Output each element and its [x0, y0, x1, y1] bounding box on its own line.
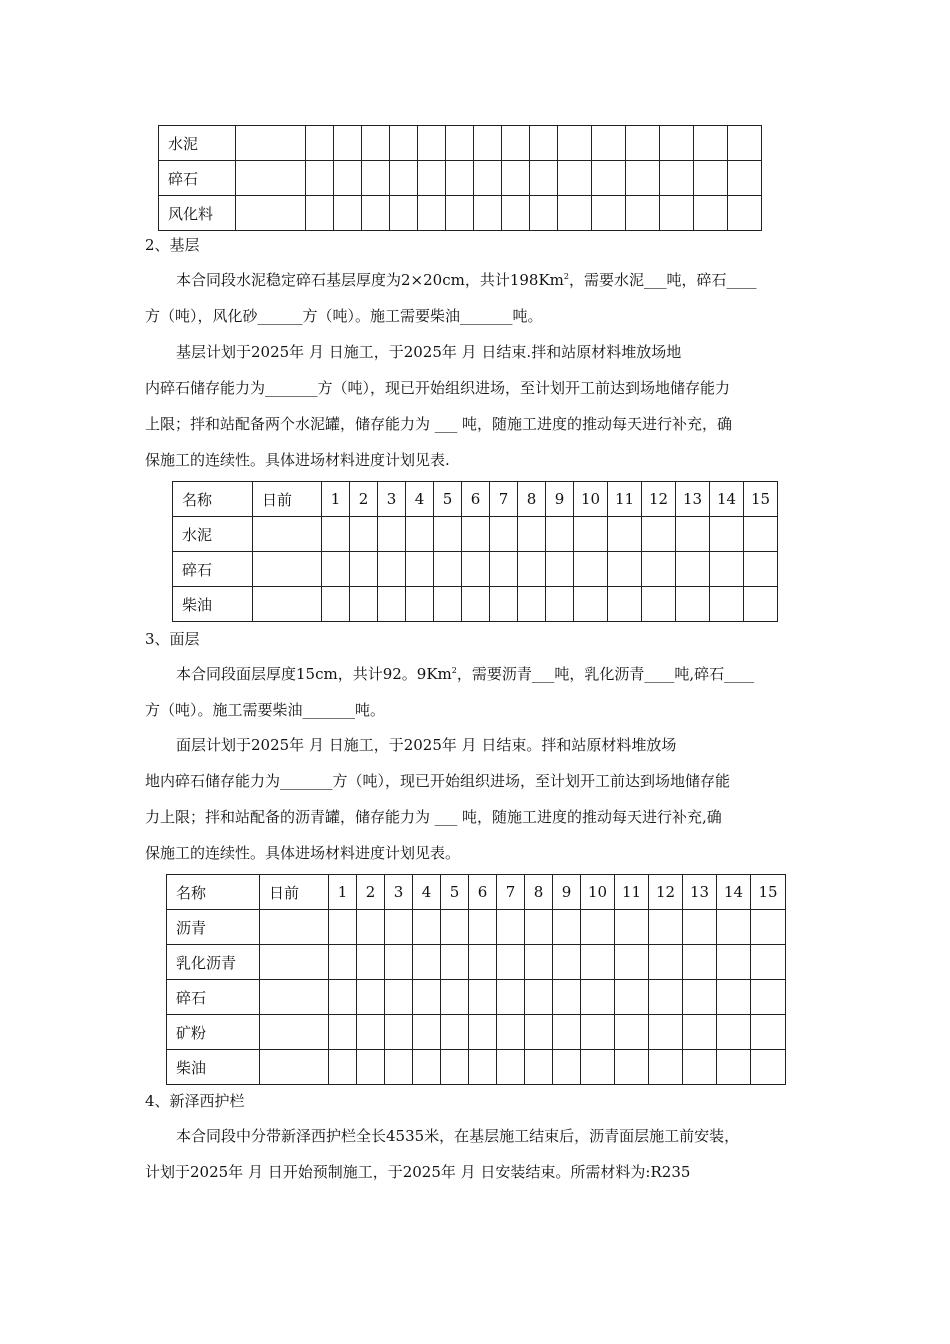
row-label: 风化料 [159, 196, 236, 231]
row-label: 柴油 [167, 1050, 260, 1085]
empty-cell [322, 517, 350, 552]
empty-cell [322, 587, 350, 622]
empty-cell [525, 1050, 553, 1085]
table-row [159, 161, 762, 196]
empty-cell [446, 196, 474, 231]
empty-cell [608, 517, 642, 552]
empty-cell [660, 196, 694, 231]
column-header: 2 [357, 875, 385, 910]
row-label: 碎石 [173, 552, 253, 587]
empty-cell [236, 126, 306, 161]
empty-cell [558, 196, 592, 231]
empty-cell [406, 517, 434, 552]
empty-cell [626, 196, 660, 231]
table-row [173, 517, 778, 552]
empty-cell [626, 161, 660, 196]
empty-cell [390, 161, 418, 196]
empty-cell [676, 552, 710, 587]
empty-cell [441, 1015, 469, 1050]
section-heading-base-layer: 2、基层 [145, 236, 200, 254]
column-header: 10 [574, 482, 608, 517]
column-header: 3 [385, 875, 413, 910]
empty-cell [683, 945, 717, 980]
superscript: 2 [451, 666, 457, 675]
empty-cell [418, 161, 446, 196]
empty-cell [236, 161, 306, 196]
column-header: 8 [525, 875, 553, 910]
empty-cell [649, 980, 683, 1015]
empty-cell [469, 1050, 497, 1085]
column-header: 9 [546, 482, 574, 517]
text-line: 内碎石储存能力为_______方（吨），现已开始组织进场，至计划开工前达到场地储存能力 [145, 379, 731, 397]
text-line: 地内碎石储存能力为_______方（吨），现已开始组织进场，至计划开工前达到场地储存能 [145, 772, 731, 790]
column-header: 名称 [167, 875, 260, 910]
empty-cell [525, 910, 553, 945]
text-line: 计划于2025年 月 日开始预制施工，于2025年 月 日安装结束。所需材料为:R235 [145, 1163, 691, 1181]
empty-cell [446, 161, 474, 196]
empty-cell [350, 517, 378, 552]
empty-cell [728, 126, 762, 161]
empty-cell [306, 196, 334, 231]
empty-cell [581, 910, 615, 945]
text-span: 本合同段水泥稳定碎石基层厚度为2×20cm，共计198Km [176, 271, 564, 289]
surface-layer-paragraph-1 [145, 656, 825, 728]
empty-cell [649, 1015, 683, 1050]
empty-cell [502, 161, 530, 196]
table-row [167, 945, 786, 980]
empty-cell [334, 126, 362, 161]
empty-cell [683, 1050, 717, 1085]
empty-cell [406, 552, 434, 587]
empty-cell [236, 196, 306, 231]
text-line: 本合同段中分带新泽西护栏全长4535米，在基层施工结束后，沥青面层施工前安装， [176, 1127, 740, 1145]
empty-cell [581, 1050, 615, 1085]
empty-cell [413, 980, 441, 1015]
empty-cell [592, 196, 626, 231]
empty-cell [649, 945, 683, 980]
empty-cell [385, 1050, 413, 1085]
empty-cell [260, 945, 329, 980]
empty-cell [649, 1050, 683, 1085]
empty-cell [581, 945, 615, 980]
empty-cell [608, 587, 642, 622]
empty-cell [490, 517, 518, 552]
empty-cell [253, 587, 322, 622]
empty-cell [717, 980, 751, 1015]
table-body [167, 875, 786, 1085]
empty-cell [717, 1015, 751, 1050]
empty-cell [558, 161, 592, 196]
row-label: 碎石 [159, 161, 236, 196]
empty-cell [546, 517, 574, 552]
empty-cell [497, 1015, 525, 1050]
table-body [159, 126, 762, 231]
empty-cell [441, 1050, 469, 1085]
empty-cell [462, 552, 490, 587]
column-header: 2 [350, 482, 378, 517]
empty-cell [413, 1050, 441, 1085]
empty-cell [751, 1050, 786, 1085]
column-header: 7 [490, 482, 518, 517]
empty-cell [469, 1015, 497, 1050]
empty-cell [751, 945, 786, 980]
empty-cell [469, 980, 497, 1015]
empty-cell [728, 161, 762, 196]
column-header: 14 [717, 875, 751, 910]
empty-cell [694, 196, 728, 231]
surface-layer-material-table [166, 874, 786, 1085]
empty-cell [502, 126, 530, 161]
column-header: 15 [751, 875, 786, 910]
empty-cell [434, 517, 462, 552]
column-header: 12 [642, 482, 676, 517]
empty-cell [525, 1015, 553, 1050]
empty-cell [642, 552, 676, 587]
text-line: 方（吨），风化砂______方（吨）。施工需要柴油_______吨。 [145, 307, 543, 325]
empty-cell [441, 945, 469, 980]
empty-cell [469, 910, 497, 945]
table-row [167, 980, 786, 1015]
column-header: 15 [744, 482, 778, 517]
column-header: 5 [441, 875, 469, 910]
empty-cell [490, 587, 518, 622]
table-row [167, 1050, 786, 1085]
empty-cell [710, 552, 744, 587]
superscript: 2 [563, 272, 569, 281]
empty-cell [329, 945, 357, 980]
empty-cell [329, 1050, 357, 1085]
text-span: ，需要水泥___吨，碎石____ [568, 271, 757, 289]
empty-cell [717, 910, 751, 945]
row-label: 水泥 [159, 126, 236, 161]
empty-cell [530, 126, 558, 161]
empty-cell [615, 1015, 649, 1050]
empty-cell [728, 196, 762, 231]
empty-cell [518, 587, 546, 622]
empty-cell [329, 910, 357, 945]
column-header: 6 [469, 875, 497, 910]
empty-cell [329, 980, 357, 1015]
empty-cell [329, 1015, 357, 1050]
row-label: 柴油 [173, 587, 253, 622]
empty-cell [574, 517, 608, 552]
empty-cell [357, 980, 385, 1015]
empty-cell [694, 126, 728, 161]
empty-cell [260, 1050, 329, 1085]
row-label: 矿粉 [167, 1015, 260, 1050]
empty-cell [518, 552, 546, 587]
empty-cell [322, 552, 350, 587]
empty-cell [649, 910, 683, 945]
empty-cell [334, 161, 362, 196]
empty-cell [615, 910, 649, 945]
empty-cell [385, 945, 413, 980]
empty-cell [253, 552, 322, 587]
empty-cell [306, 161, 334, 196]
empty-cell [717, 945, 751, 980]
empty-cell [660, 126, 694, 161]
empty-cell [350, 587, 378, 622]
row-label: 碎石 [167, 980, 260, 1015]
table-body [173, 482, 778, 622]
column-header: 13 [676, 482, 710, 517]
empty-cell [553, 1015, 581, 1050]
column-header: 7 [497, 875, 525, 910]
empty-cell [710, 517, 744, 552]
empty-cell [434, 587, 462, 622]
empty-cell [642, 587, 676, 622]
text-line: 面层计划于2025年 月 日施工，于2025年 月 日结束。拌和站原材料堆放场 [176, 736, 677, 754]
empty-cell [385, 980, 413, 1015]
empty-cell [418, 126, 446, 161]
empty-cell [744, 517, 778, 552]
material-table-continued [158, 125, 762, 231]
empty-cell [502, 196, 530, 231]
row-label: 沥青 [167, 910, 260, 945]
empty-cell [546, 587, 574, 622]
text-line [145, 262, 825, 298]
empty-cell [683, 980, 717, 1015]
empty-cell [694, 161, 728, 196]
empty-cell [362, 196, 390, 231]
empty-cell [608, 552, 642, 587]
empty-cell [413, 910, 441, 945]
table-row [173, 587, 778, 622]
column-header: 3 [378, 482, 406, 517]
empty-cell [615, 980, 649, 1015]
empty-cell [462, 587, 490, 622]
column-header: 11 [608, 482, 642, 517]
empty-cell [717, 1050, 751, 1085]
column-header: 日前 [260, 875, 329, 910]
empty-cell [334, 196, 362, 231]
empty-cell [574, 552, 608, 587]
empty-cell [462, 517, 490, 552]
table-header-row [173, 482, 778, 517]
empty-cell [260, 1015, 329, 1050]
empty-cell [260, 910, 329, 945]
empty-cell [413, 1015, 441, 1050]
empty-cell [626, 126, 660, 161]
empty-cell [418, 196, 446, 231]
empty-cell [553, 980, 581, 1015]
base-layer-material-table [172, 481, 778, 622]
row-label: 乳化沥青 [167, 945, 260, 980]
base-layer-paragraph-1 [145, 262, 825, 334]
base-layer-paragraph-2 [145, 334, 825, 478]
empty-cell [581, 980, 615, 1015]
empty-cell [378, 587, 406, 622]
empty-cell [751, 980, 786, 1015]
column-header: 12 [649, 875, 683, 910]
empty-cell [474, 126, 502, 161]
empty-cell [260, 980, 329, 1015]
empty-cell [660, 161, 694, 196]
column-header: 日前 [253, 482, 322, 517]
text-line: 保施工的连续性。具体进场材料进度计划见表. [145, 451, 450, 469]
empty-cell [518, 517, 546, 552]
jersey-barrier-paragraph [145, 1118, 825, 1190]
empty-cell [642, 517, 676, 552]
empty-cell [530, 196, 558, 231]
empty-cell [306, 126, 334, 161]
empty-cell [490, 552, 518, 587]
empty-cell [553, 945, 581, 980]
empty-cell [406, 587, 434, 622]
empty-cell [751, 910, 786, 945]
table-row [173, 552, 778, 587]
empty-cell [744, 587, 778, 622]
text-span: ，需要沥青___吨，乳化沥青____吨,碎石____ [456, 665, 755, 683]
column-header: 11 [615, 875, 649, 910]
empty-cell [615, 1050, 649, 1085]
empty-cell [615, 945, 649, 980]
empty-cell [390, 126, 418, 161]
empty-cell [525, 980, 553, 1015]
text-span: 本合同段面层厚度15cm，共计92。9Km [176, 665, 452, 683]
row-label: 水泥 [173, 517, 253, 552]
empty-cell [525, 945, 553, 980]
column-header: 13 [683, 875, 717, 910]
table-row [159, 196, 762, 231]
empty-cell [390, 196, 418, 231]
empty-cell [497, 910, 525, 945]
empty-cell [413, 945, 441, 980]
empty-cell [357, 945, 385, 980]
table-header-row [167, 875, 786, 910]
empty-cell [683, 910, 717, 945]
empty-cell [474, 196, 502, 231]
empty-cell [378, 552, 406, 587]
empty-cell [497, 1050, 525, 1085]
column-header: 4 [406, 482, 434, 517]
empty-cell [385, 910, 413, 945]
empty-cell [350, 552, 378, 587]
column-header: 10 [581, 875, 615, 910]
column-header: 4 [413, 875, 441, 910]
empty-cell [434, 552, 462, 587]
empty-cell [253, 517, 322, 552]
empty-cell [581, 1015, 615, 1050]
empty-cell [683, 1015, 717, 1050]
column-header: 名称 [173, 482, 253, 517]
text-line: 基层计划于2025年 月 日施工，于2025年 月 日结束.拌和站原材料堆放场地 [176, 343, 682, 361]
column-header: 5 [434, 482, 462, 517]
empty-cell [558, 126, 592, 161]
column-header: 1 [322, 482, 350, 517]
empty-cell [385, 1015, 413, 1050]
empty-cell [592, 161, 626, 196]
empty-cell [710, 587, 744, 622]
empty-cell [497, 945, 525, 980]
empty-cell [474, 161, 502, 196]
text-line: 上限；拌和站配备两个水泥罐，储存能力为 ___ 吨，随施工进度的推动每天进行补充，确 [145, 415, 733, 433]
section-heading-surface-layer: 3、面层 [145, 630, 200, 648]
column-header: 14 [710, 482, 744, 517]
empty-cell [362, 126, 390, 161]
empty-cell [592, 126, 626, 161]
empty-cell [744, 552, 778, 587]
column-header: 9 [553, 875, 581, 910]
text-line [145, 656, 825, 692]
empty-cell [751, 1015, 786, 1050]
empty-cell [469, 945, 497, 980]
empty-cell [574, 587, 608, 622]
column-header: 1 [329, 875, 357, 910]
table-row [159, 126, 762, 161]
text-line: 力上限；拌和站配备的沥青罐，储存能力为 ___ 吨，随施工进度的推动每天进行补充,确 [145, 808, 722, 826]
surface-layer-paragraph-2 [145, 727, 825, 871]
empty-cell [441, 980, 469, 1015]
section-heading-jersey-barrier: 4、新泽西护栏 [145, 1092, 245, 1110]
empty-cell [546, 552, 574, 587]
column-header: 8 [518, 482, 546, 517]
empty-cell [676, 587, 710, 622]
empty-cell [357, 1015, 385, 1050]
empty-cell [362, 161, 390, 196]
empty-cell [676, 517, 710, 552]
table-row [167, 910, 786, 945]
empty-cell [530, 161, 558, 196]
text-line: 保施工的连续性。具体进场材料进度计划见表。 [145, 844, 461, 862]
empty-cell [357, 910, 385, 945]
empty-cell [553, 1050, 581, 1085]
empty-cell [357, 1050, 385, 1085]
empty-cell [446, 126, 474, 161]
empty-cell [497, 980, 525, 1015]
text-line: 方（吨）。施工需要柴油_______吨。 [145, 701, 386, 719]
empty-cell [441, 910, 469, 945]
empty-cell [378, 517, 406, 552]
table-row [167, 1015, 786, 1050]
column-header: 6 [462, 482, 490, 517]
empty-cell [553, 910, 581, 945]
